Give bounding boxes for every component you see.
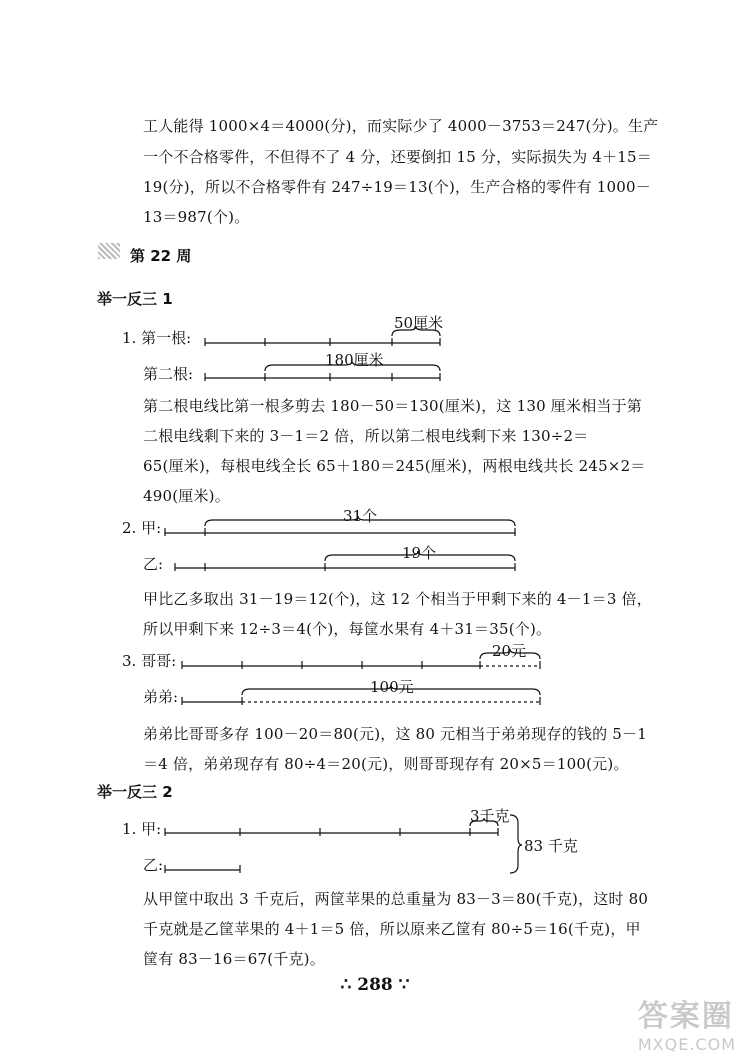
- section-2-title: 举一反三 2: [97, 783, 173, 801]
- p3-line-1: 弟弟比哥哥多存 100－20＝80(元)，这 80 元相当于弟弟现存的钱的 5－1: [143, 725, 647, 743]
- p2-line-1: 甲比乙多取出 31－19＝12(个)，这 12 个相当于甲剩下来的 4－1＝3 倍，: [143, 590, 652, 608]
- intro-line-1: 工人能得 1000×4＝4000(分)，而实际少了 4000－3753＝247(分)。生产: [143, 117, 659, 135]
- s2-line-2: 千克就是乙筐苹果的 4＋1＝5 倍，所以原来乙筐有 80÷5＝16(千克)，甲: [143, 920, 641, 938]
- s2-label-yi: 乙:: [143, 856, 164, 874]
- p2-line-2: 所以甲剩下来 12÷3＝4(个)，每筐水果有 4＋31＝35(个)。: [143, 620, 552, 638]
- watermark-text: 答案圈: [637, 999, 734, 1034]
- s2-brace-label-total: 83 千克: [524, 837, 578, 855]
- p2-brace-label-b: 19个: [402, 544, 437, 562]
- p2-brace-label-a: 31个: [343, 507, 378, 525]
- intro-line-3: 19(分)，所以不合格零件有 247÷19＝13(个)，生产合格的零件有 1000－: [143, 178, 651, 196]
- intro-line-2: 一个不合格零件，不但得不了 4 分，还要倒扣 15 分，实际损失为 4＋15＝: [143, 148, 652, 166]
- p3-label-younger: 弟弟:: [143, 688, 179, 706]
- section-1-title: 举一反三 1: [97, 290, 173, 308]
- p1-line-1: 第二根电线比第一根多剪去 180－50＝130(厘米)，这 130 厘米相当于第: [143, 397, 642, 415]
- p1-line-3: 65(厘米)，每根电线全长 65＋180＝245(厘米)，两根电线共长 245×2＝: [143, 457, 646, 475]
- s2-line-3: 筐有 83－16＝67(千克)。: [143, 950, 325, 968]
- p1-line-4: 490(厘米)。: [143, 487, 230, 505]
- p1-label-first: 1. 第一根:: [122, 329, 192, 347]
- p1-brace-label-a: 50厘米: [394, 314, 444, 332]
- s2-brace-label-a: 3千克: [470, 807, 510, 825]
- page-number-dot-right: ∵: [392, 975, 410, 995]
- p3-label-brother: 3. 哥哥:: [122, 652, 177, 670]
- s2-line-1: 从甲筐中取出 3 千克后，两筐苹果的总重量为 83－3＝80(千克)，这时 80: [143, 890, 649, 908]
- p1-label-second: 第二根:: [143, 365, 194, 383]
- week-title: 第 22 周: [130, 247, 192, 265]
- p2-label-jia: 2. 甲:: [122, 519, 162, 537]
- page-number-dot-left: ∴: [340, 975, 358, 995]
- p3-line-2: ＝4 倍，弟弟现存有 80÷4＝20(元)，则哥哥现存有 20×5＝100(元)。: [143, 755, 629, 773]
- p1-line-2: 二根电线剩下来的 3－1＝2 倍，所以第二根电线剩下来 130÷2＝: [143, 427, 589, 445]
- p1-brace-label-b: 180厘米: [325, 351, 384, 369]
- watermark-url: MXQE.COM: [637, 1035, 736, 1054]
- intro-line-4: 13＝987(个)。: [143, 208, 250, 226]
- page-number-value: 288: [357, 975, 393, 995]
- p3-brace-label-a: 20元: [492, 642, 527, 660]
- s2-label-jia: 1. 甲:: [122, 820, 162, 838]
- p3-brace-label-b: 100元: [370, 678, 414, 696]
- watermark-logo: [638, 991, 736, 1054]
- p2-label-yi: 乙:: [143, 555, 164, 573]
